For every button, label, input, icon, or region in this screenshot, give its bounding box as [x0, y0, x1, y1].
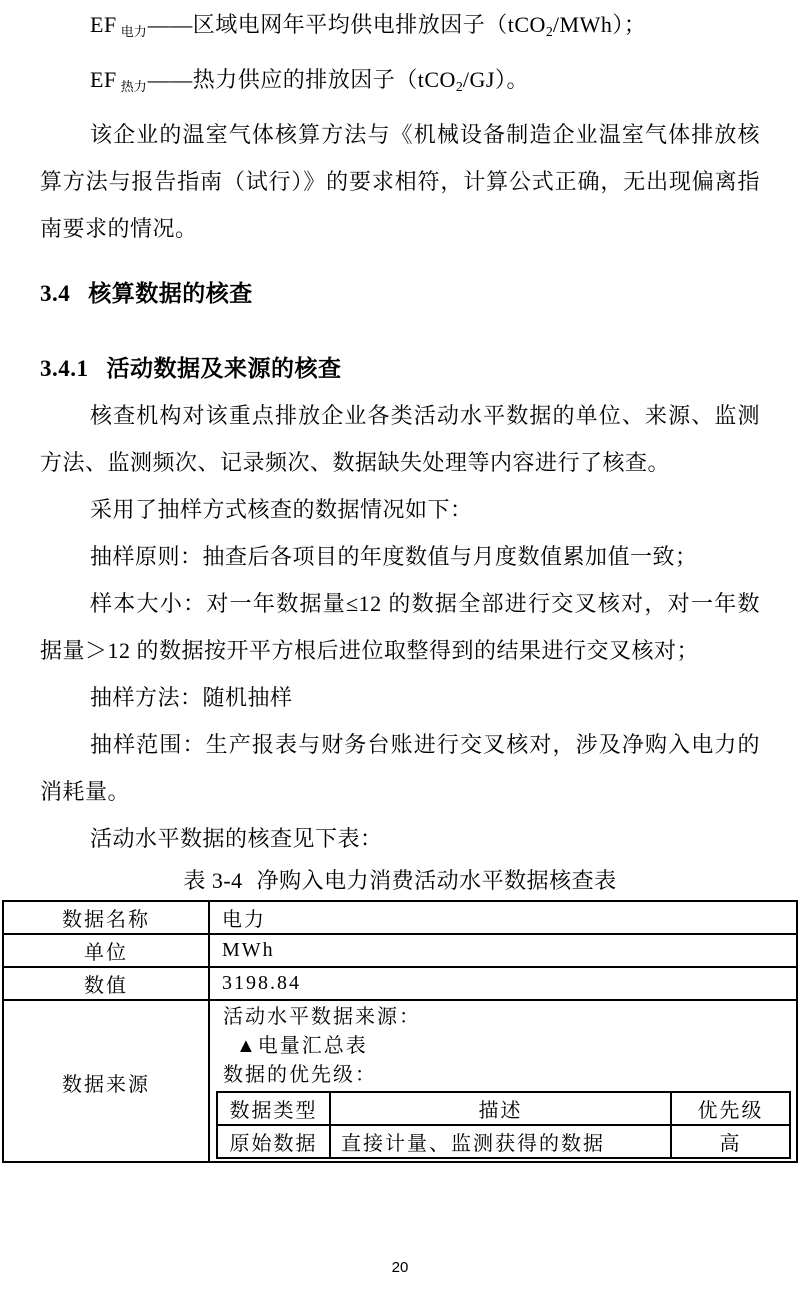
ef-subscript-heat: 热力: [120, 79, 147, 94]
ef-heat-text: 热力供应的排放因子（tCO: [192, 67, 456, 92]
priority-header-row: [217, 1092, 790, 1125]
dash: ——: [147, 67, 193, 92]
source-line-2: ▲电量汇总表: [236, 1035, 368, 1057]
source-line-1: 活动水平数据来源：: [223, 1006, 421, 1028]
ef-subscript-electricity: 电力: [120, 24, 147, 39]
table-row-unit: [3, 934, 797, 967]
header-description: 描述: [330, 1092, 671, 1125]
paragraph-sampling-scope: 抽样范围：生产报表与财务台账进行交叉核对，涉及净购入电力的消耗量。: [40, 732, 760, 804]
header-priority: 优先级: [671, 1092, 790, 1125]
paragraph-table-intro: 活动水平数据的核查见下表：: [90, 826, 383, 851]
table-caption: [40, 862, 760, 900]
data-source-lines: [214, 1003, 790, 1090]
ef-heat-tail: /GJ）。: [462, 67, 529, 92]
row-value-unit: MWh: [209, 934, 797, 967]
formula-def-ef-heat: [40, 56, 760, 111]
formula-def-ef-electricity: [40, 1, 760, 56]
priority-data-row: [217, 1125, 790, 1158]
section-heading-3-4: [40, 270, 760, 317]
table-number: 表 3-4: [183, 868, 243, 893]
source-line-3: 数据的优先级：: [223, 1064, 377, 1086]
cell-priority: 高: [671, 1125, 790, 1158]
cell-data-type: 原始数据: [217, 1125, 330, 1158]
row-label-data-source: 数据来源: [3, 1000, 209, 1162]
row-value-data-name: 电力: [209, 901, 797, 934]
header-data-type: 数据类型: [217, 1092, 330, 1125]
row-label-unit: 单位: [3, 934, 209, 967]
dash: ——: [147, 12, 193, 37]
section-heading-3-4-1: [40, 345, 760, 392]
co2-subscript: 2: [455, 80, 463, 95]
paragraph-check-scope: 核查机构对该重点排放企业各类活动水平数据的单位、来源、监测方法、监测频次、记录频次、数据缺失处理等内容进行了核查。: [40, 403, 760, 475]
section-title: 核算数据的核查: [88, 281, 253, 306]
paragraph-sampling-intro: 采用了抽样方式核查的数据情况如下：: [90, 497, 473, 522]
ef-electricity-tail: /MWh）；: [552, 12, 647, 37]
paragraph-sampling-method: 抽样方法：随机抽样: [90, 685, 293, 710]
row-value-value: 3198.84: [209, 967, 797, 1000]
paragraph-method-conformity: 该企业的温室气体核算方法与《机械设备制造企业温室气体排放核算方法与报告指南（试行）》的要求相符，计算公式正确，无出现偏离指南要求的情况。: [40, 122, 760, 241]
section-number: 3.4: [40, 281, 71, 306]
row-value-data-source: [209, 1000, 797, 1162]
co2-subscript: 2: [545, 25, 553, 40]
section-number: 3.4.1: [40, 356, 89, 381]
ef-symbol: EF: [90, 67, 117, 92]
priority-table: [216, 1091, 791, 1159]
paragraph-sample-size: 样本大小：对一年数据量≤12 的数据全部进行交叉核对，对一年数据量＞12 的数据按开平方根后进位取整得到的结果进行交叉核对；: [40, 591, 760, 663]
cell-description: 直接计量、监测获得的数据: [330, 1125, 671, 1158]
paragraph-sampling-principle: 抽样原则：抽查后各项目的年度数值与月度数值累加值一致；: [90, 544, 698, 569]
table-title: 净购入电力消费活动水平数据核查表: [256, 868, 617, 893]
page-number: 20: [391, 1259, 409, 1276]
verification-table: [2, 900, 798, 1163]
row-label-data-name: 数据名称: [3, 901, 209, 934]
row-label-value: 数值: [3, 967, 209, 1000]
section-title: 活动数据及来源的核查: [106, 356, 342, 381]
ef-symbol: EF: [90, 12, 117, 37]
ef-electricity-text: 区域电网年平均供电排放因子（tCO: [192, 12, 546, 37]
table-row-value: [3, 967, 797, 1000]
table-row-data-name: [3, 901, 797, 934]
table-row-data-source: [3, 1000, 797, 1162]
